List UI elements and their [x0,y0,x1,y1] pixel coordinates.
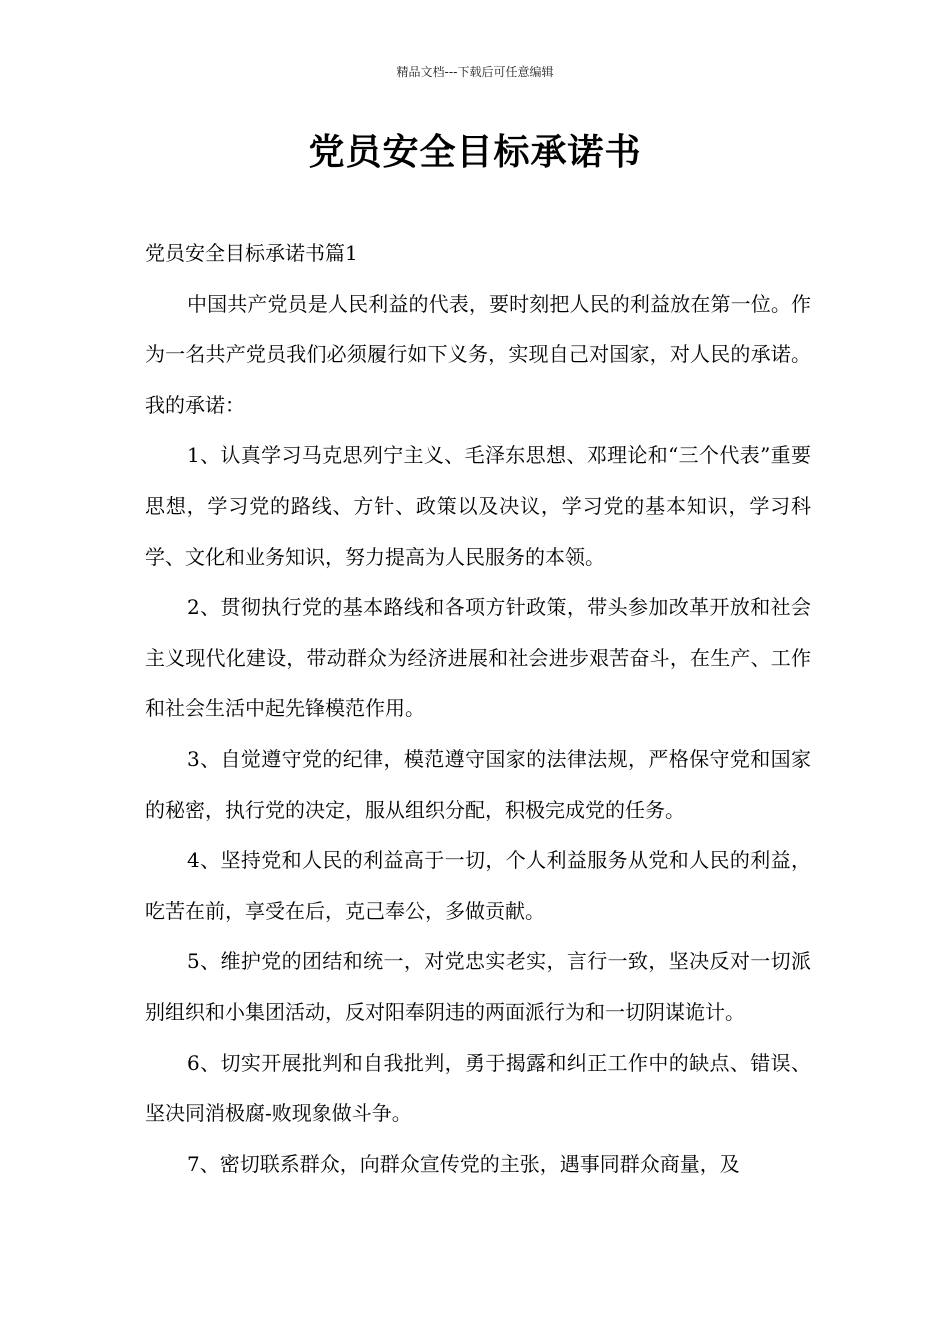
paragraph-item-7: 7、密切联系群众，向群众宣传党的主张，遇事同群众商量，及 [187,1151,740,1176]
paragraph-item-1: 1、认真学习马克思列宁主义、毛泽东思想、邓理论和“三个代表”重要思想，学习党的路线、方针、政策以及决议，学习党的基本知识，学习科学、文化和业务知识，努力提高为人民服务的本领。 [145,443,811,569]
paragraph-item-4: 4、坚持党和人民的利益高于一切，个人利益服务从党和人民的利益，吃苦在前，享受在后，克己奉公，多做贡献。 [145,848,811,923]
header-note: 精品文档---下载后可任意编辑 [396,65,554,79]
document-body [145,228,811,1189]
paragraph-item-3: 3、自觉遵守党的纪律，模范遵守国家的法律法规，严格保守党和国家的秘密，执行党的决定，服从组织分配，积极完成党的任务。 [145,746,811,822]
paragraph-item-6: 6、切实开展批判和自我批判，勇于揭露和纠正工作中的缺点、错误、坚决同消极腐-败现象做斗争。 [145,1050,811,1126]
document-title: 党员安全目标承诺书 [308,132,642,173]
paragraph-item-2: 2、贯彻执行党的基本路线和各项方针政策，带头参加改革开放和社会主义现代化建设，带动群众为经济进展和社会进步艰苦奋斗，在生产、工作和社会生活中起先锋模范作用。 [145,595,811,721]
section-subtitle: 党员安全目标承诺书篇1 [145,241,358,265]
paragraph-item-5: 5、维护党的团结和统一，对党忠实老实，言行一致，坚决反对一切派别组织和小集团活动，反对阳奉阴违的两面派行为和一切阴谋诡计。 [145,949,811,1024]
paragraph-intro: 中国共产党员是人民利益的代表，要时刻把人民的利益放在第一位。作为一名共产党员我们必须履行如下义务，实现自己对国家，对人民的承诺。我的承诺： [145,291,811,417]
